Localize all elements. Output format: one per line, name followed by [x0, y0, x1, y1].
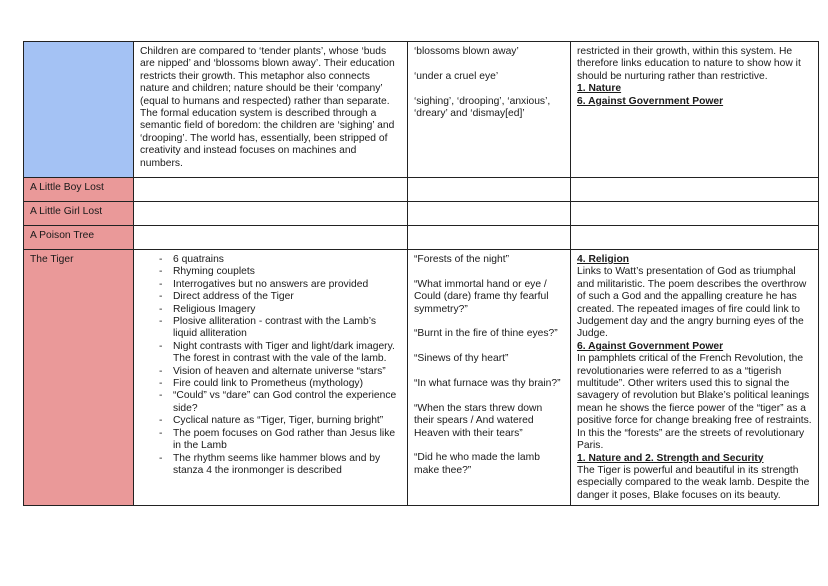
- context-cell: [571, 250, 819, 506]
- quote: “Did he who made the lamb make thee?”: [414, 452, 540, 476]
- poem-title-cell: A Little Girl Lost: [24, 202, 134, 226]
- quotes-cell: [408, 42, 571, 178]
- context-cell: [571, 202, 819, 226]
- poem-title-cell: [24, 42, 134, 178]
- context-heading: 1. Nature and 2. Strength and Security: [577, 452, 764, 464]
- context-heading: 6. Against Government Power: [577, 95, 724, 107]
- table-row: [24, 42, 819, 178]
- table-row: [24, 250, 819, 506]
- quote: “Forests of the night”: [414, 254, 509, 265]
- table-row: [24, 202, 819, 226]
- context-heading: 4. Religion: [577, 254, 630, 265]
- quote: “When the stars threw down their spears / And watered Heaven with their tears”: [414, 402, 543, 439]
- bullet-item: - Religious Imagery: [173, 304, 401, 316]
- analysis-text: Children are compared to ‘tender plants’, whose ‘buds are nipped’ and ‘blossoms blown away’. Their education restricts their growth. This metaphor also connects nature and children; nature should be their ‘company’ (equal to humans and respected) rather than separate. The formal education system is described through a semantic field of boredom: the children are ‘sighing’ and ‘drooping’. The world has, essentially, been stripped of creativity and instead focuses on machines and numbers.: [140, 46, 395, 169]
- table-row: [24, 178, 819, 202]
- poem-title-cell: A Poison Tree: [24, 226, 134, 250]
- quote: ‘blossoms blown away’: [414, 46, 519, 57]
- bullet-item: - The poem focuses on God rather than Jesus like in the Lamb: [173, 428, 401, 453]
- poetry-notes-table: [23, 41, 819, 506]
- context-heading: 1. Nature: [577, 83, 622, 95]
- poem-title-cell: The Tiger: [24, 250, 134, 506]
- poem-title-cell: A Little Boy Lost: [24, 178, 134, 202]
- context-text: The Tiger is powerful and beautiful in its strength especially compared to the weak lamb. Despite the danger it poses, Blake focuses on its beauty.: [577, 464, 810, 501]
- bullet-item: - Rhyming couplets: [173, 266, 401, 278]
- quotes-cell: [408, 250, 571, 506]
- analysis-bullet-list: [140, 254, 401, 477]
- analysis-cell: [134, 226, 408, 250]
- quote: “Sinews of thy heart”: [414, 353, 509, 365]
- context-text: restricted in their growth, within this system. He therefore links education to nature to show how it should be nurturing rather than restrictive.: [577, 46, 801, 82]
- quote: “Burnt in the fire of thine eyes?”: [414, 328, 558, 340]
- analysis-cell: [134, 42, 408, 178]
- context-heading: 6. Against Government Power: [577, 340, 724, 352]
- bullet-item: - Night contrasts with Tiger and light/dark imagery. The forest in contrast with the vale of the lamb.: [173, 341, 401, 366]
- context-cell: [571, 178, 819, 202]
- quotes-cell: [408, 202, 571, 226]
- context-text: In pamphlets critical of the French Revolution, the revolutionaries were referred to as a “tigerish multitude”. Other writers used this to signal the savagery of revolution but Blake’s political leanings mean he shows the fierce power of the “tiger” as a positive force for change breaking free of restraints. In this the “forests” are the streets of revolutionary Paris.: [577, 353, 812, 452]
- bullet-item: - Direct address of the Tiger: [173, 291, 401, 303]
- analysis-cell: [134, 178, 408, 202]
- quotes-cell: [408, 226, 571, 250]
- quote: “What immortal hand or eye / Could (dare) frame thy fearful symmetry?”: [414, 278, 549, 315]
- bullet-item: - Fire could link to Prometheus (mythology): [173, 378, 401, 390]
- context-text: Links to Watt’s presentation of God as triumphal and militaristic. The poem describes the overthrow of such a God and the appalling creature he has created. The repeated images of fire could link to Judgement day and the angry burning eyes of the Judge.: [577, 266, 807, 340]
- context-cell: [571, 42, 819, 178]
- bullet-item: - Cyclical nature as “Tiger, Tiger, burning bright”: [173, 415, 401, 427]
- quote: ‘under a cruel eye’: [414, 70, 499, 82]
- bullet-item: - The rhythm seems like hammer blows and by stanza 4 the ironmonger is described: [173, 453, 401, 478]
- quote: “In what furnace was thy brain?”: [414, 378, 561, 389]
- analysis-cell: [134, 250, 408, 506]
- context-cell: [571, 226, 819, 250]
- bullet-item: - “Could” vs “dare” can God control the experience side?: [173, 390, 401, 415]
- quotes-cell: [408, 178, 571, 202]
- bullet-item: - Vision of heaven and alternate universe “stars”: [173, 366, 401, 378]
- bullet-item: - 6 quatrains: [173, 254, 401, 266]
- quote: ‘sighing’, ‘drooping’, ‘anxious’, ‘dreary’ and ‘dismay[ed]’: [414, 95, 551, 119]
- bullet-item: - Plosive alliteration - contrast with the Lamb’s liquid alliteration: [173, 316, 401, 341]
- table-row: [24, 226, 819, 250]
- bullet-item: - Interrogatives but no answers are provided: [173, 279, 401, 291]
- analysis-cell: [134, 202, 408, 226]
